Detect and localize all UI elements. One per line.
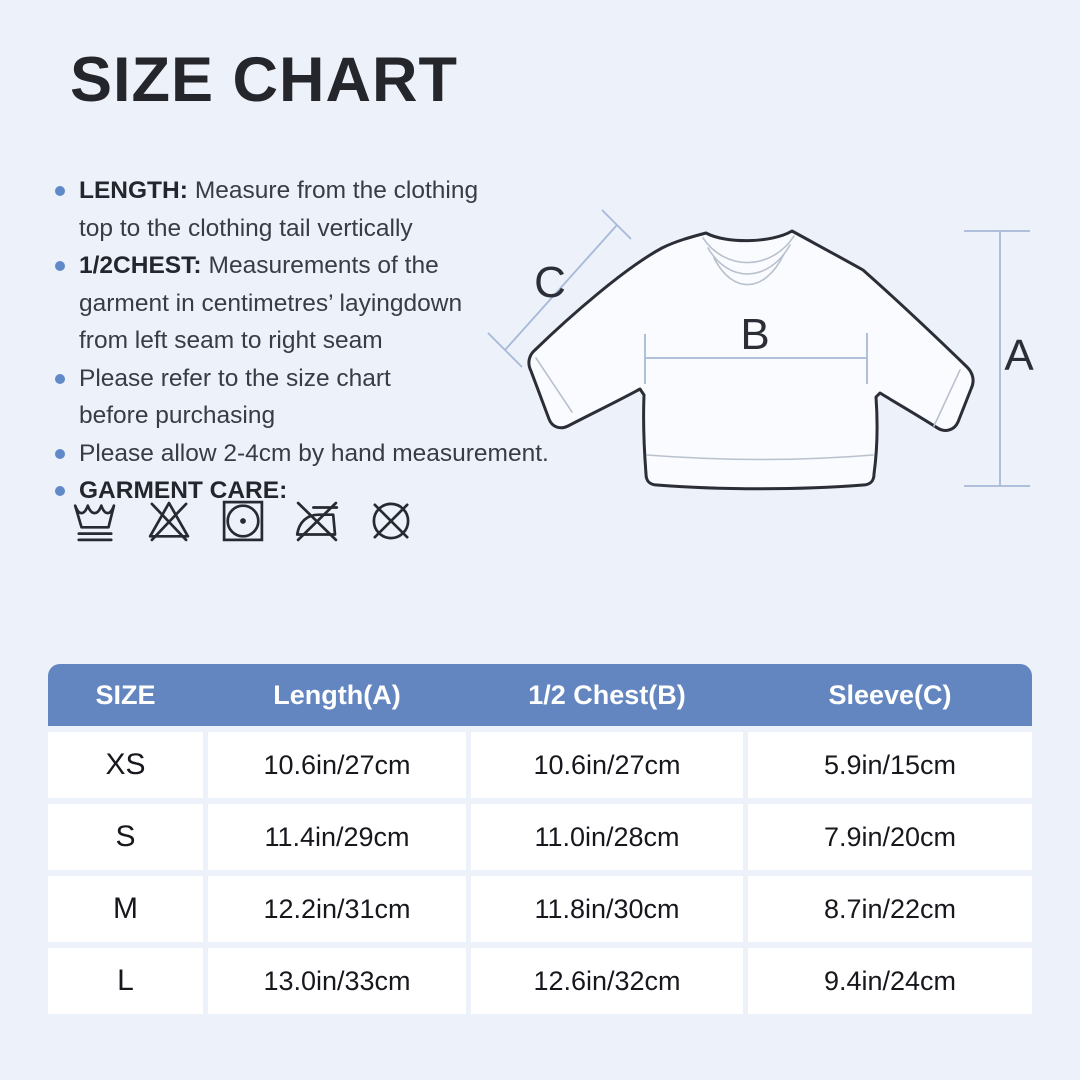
cell-chest: 11.0in/28cm bbox=[471, 804, 743, 870]
header-length: Length(A) bbox=[273, 679, 401, 710]
size-table bbox=[48, 664, 1032, 1014]
note-text: before purchasing bbox=[79, 402, 276, 429]
cell-length: 10.6in/27cm bbox=[208, 732, 466, 798]
bullet-icon bbox=[55, 374, 65, 384]
cell-size: S bbox=[48, 804, 203, 870]
bullet-icon bbox=[55, 486, 65, 496]
note-text: Measurements of the bbox=[208, 252, 439, 279]
cell-sleeve: 8.7in/22cm bbox=[748, 876, 1032, 942]
cell-size: M bbox=[48, 876, 203, 942]
cell-chest: 11.8in/30cm bbox=[471, 876, 743, 942]
bullet-icon bbox=[55, 449, 65, 459]
note-label: LENGTH: bbox=[79, 177, 188, 204]
label-c: C bbox=[534, 258, 566, 307]
cell-length: 13.0in/33cm bbox=[208, 948, 466, 1014]
wash-gentle-icon bbox=[68, 494, 122, 548]
note-text: Please allow 2-4cm by hand measurement. bbox=[79, 439, 549, 467]
note-text: garment in centimetres’ layingdown bbox=[79, 289, 463, 317]
note-text: Please refer to the size chart bbox=[79, 364, 391, 392]
sweatshirt-outline bbox=[529, 231, 973, 489]
cell-sleeve: 7.9in/20cm bbox=[748, 804, 1032, 870]
table-row-s bbox=[48, 804, 1032, 870]
label-a: A bbox=[1004, 331, 1034, 380]
bullet-icon bbox=[55, 186, 65, 196]
size-table-header bbox=[48, 664, 1032, 726]
note-label: 1/2CHEST: bbox=[79, 252, 202, 279]
note-label: GARMENT CARE: bbox=[79, 477, 288, 504]
garment-care-icons bbox=[68, 494, 418, 548]
do-not-bleach-icon bbox=[142, 494, 196, 548]
cell-chest: 10.6in/27cm bbox=[471, 732, 743, 798]
cell-size: L bbox=[48, 948, 203, 1014]
do-not-iron-icon bbox=[290, 494, 344, 548]
sweatshirt-diagram bbox=[470, 198, 1050, 518]
header-sleeve: Sleeve(C) bbox=[828, 679, 952, 710]
cell-size: XS bbox=[48, 732, 203, 798]
note-text: from left seam to right seam bbox=[79, 327, 383, 354]
cell-length: 11.4in/29cm bbox=[208, 804, 466, 870]
table-row-xs bbox=[48, 732, 1032, 798]
do-not-dry-clean-icon bbox=[364, 494, 418, 548]
note-text: top to the clothing tail vertically bbox=[79, 214, 413, 242]
header-size: SIZE bbox=[95, 679, 156, 710]
table-row-l bbox=[48, 948, 1032, 1014]
page-title: SIZE CHART bbox=[70, 45, 458, 115]
table-row-m bbox=[48, 876, 1032, 942]
cell-sleeve: 9.4in/24cm bbox=[748, 948, 1032, 1014]
note-text: Measure from the clothing bbox=[194, 177, 479, 204]
cell-length: 12.2in/31cm bbox=[208, 876, 466, 942]
cell-chest: 12.6in/32cm bbox=[471, 948, 743, 1014]
bullet-icon bbox=[55, 261, 65, 271]
header-chest: 1/2 Chest(B) bbox=[528, 679, 686, 710]
cell-sleeve: 5.9in/15cm bbox=[748, 732, 1032, 798]
label-b: B bbox=[740, 310, 770, 359]
tumble-dry-low-icon bbox=[216, 494, 270, 548]
